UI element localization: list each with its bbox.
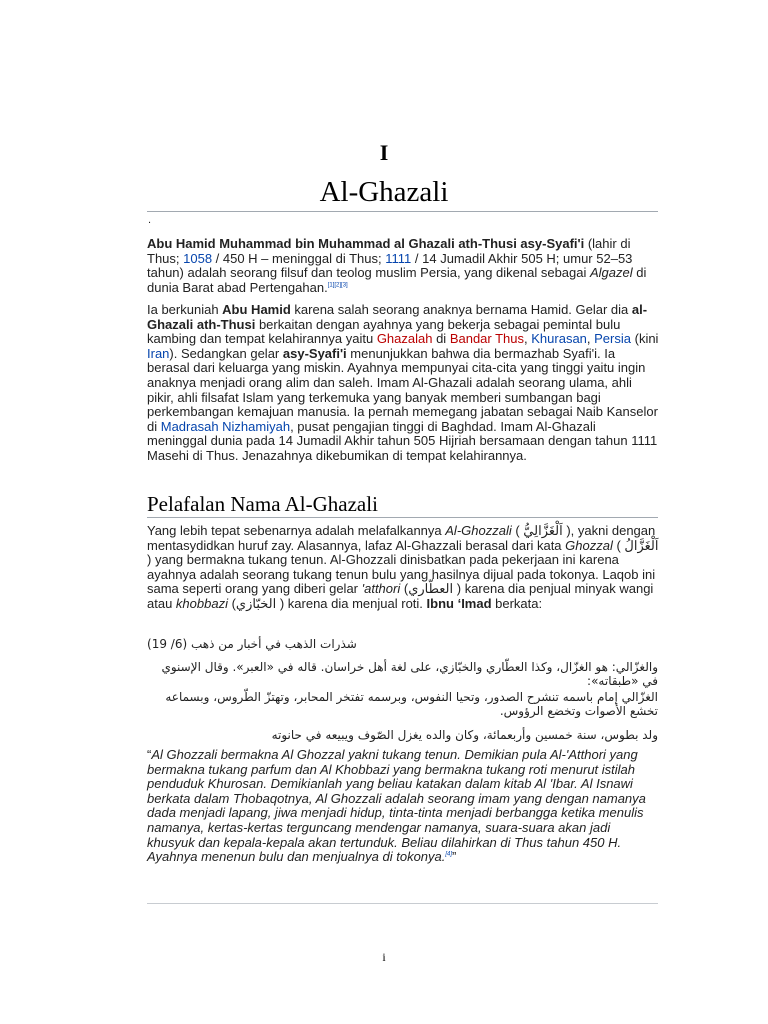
title-divider [147,211,658,212]
link-iran[interactable]: Iran [147,345,170,361]
link-madrasah-nizhamiyah[interactable]: Madrasah Nizhamiyah [160,418,291,434]
para2-text-5: , [524,331,532,347]
para2-text-7: (kini [631,331,659,347]
quote-citation-ref[interactable]: [4] [445,851,453,858]
caption-dot: . [148,214,152,226]
para2-text-9: menunjukkan bahwa dia bermazhab Syafi'i. Ia berasal dari keluarga yang miskin. Ayahnya mempunyai cita-cita yang tinggi yaitu ingin anaknya menjadi orang alim dan saleh. Imam Al-Ghazali adalah seorang ulama, ahli pikir, ahli filsafat Islam yang terkemuka yang banyak memberi sumbangan bagi perkembangan kemajuan manusia. Ia pernah memegang jabatan sebagai Naib Kanselor di [147,345,658,434]
arabic-quote-3: ولد بطوس، سنة خمسين وأربعمائة، وكان والده يغزل الصّوف ويبيعه في حانوته [271,728,658,742]
para3-text-7: ) karena dia penjual minyak wangi atau [147,581,654,611]
ghazali-thusi-term: al-Ghazali ath-Thusi [147,302,648,332]
khobbazi-term: khobbazi [175,595,228,611]
pronunciation-paragraph [147,524,659,612]
link-bandar-thus[interactable]: Bandar Thus [449,331,525,347]
intro-citation-refs[interactable]: [1][2][3] [327,282,348,289]
algazel-term: Algazel [590,265,633,281]
link-1111[interactable]: 1111 [385,250,412,266]
para2-text-2: karena salah seorang anaknya bernama Hamid. Gelar dia [290,302,632,317]
para2-text-8: ). Sedangkan gelar [169,345,283,361]
asy-syafii-term: asy-Syafi'i [282,345,347,361]
intro-text-1: (lahir di Thus; [147,236,631,266]
arabic-source-title [147,637,658,651]
para2-text-10: , pusat pengajian tinggi di Baghdad. Imam Al-Ghazali meninggal dunia pada 14 Jumadil Akhir tahun 505 Hijriah bersamaan dengan tahun 1111 Masehi di Thus. Jenazahnya dikebumikan di tempat kelahirannya. [147,418,658,463]
para3-text-10: berkata: [491,595,543,611]
intro-paragraph [147,237,659,295]
para3-text-4: ( [612,537,625,553]
para3-text-9: ) karena dia menjual roti. [276,595,427,611]
section-divider [147,517,658,518]
arabic-term-ghazzal: اَلْغَزَّالُ [624,537,659,553]
link-khurasan[interactable]: Khurasan [531,331,587,347]
ibnu-imad-term: Ibnu ‘Imad [426,595,492,611]
intro-text-4: di dunia Barat abad Pertengahan. [147,265,647,295]
arabic-term-ghazzali: اَلْغَزَّالِيُّ [523,523,563,538]
quote-close-mark: ” [452,849,457,865]
arabic-term-atthori: العطّاري [408,581,454,597]
intro-text-2: / 450 H – meninggal di Thus; [212,250,386,266]
link-1058[interactable]: 1058 [183,250,213,266]
para3-text-5: ) yang bermakna tukang tenun. Al-Ghozzali dinisbatkan pada pekerjaan ini karena ayahnya adalah seorang tukang tenun bulu yang hasilnya dijual pada tokonya. Laqob ini sama seperti orang yang diberi gelar [147,552,656,597]
abu-hamid-term: Abu Hamid [222,302,291,317]
para3-text-2: ( [511,523,524,538]
arabic-quote-1: والغزّالي: هو الغزّال، وكذا العطّاري والخبّازي، على لغة أهل خراسان. قاله في «العبر». وقال الإسنوي في «طبقاته»: [161,660,658,688]
link-persia[interactable]: Persia [594,331,631,347]
para3-text-8: ( [227,595,236,611]
full-name: Abu Hamid Muhammad bin Muhammad al Ghazali ath-Thusi asy-Syafi'i [147,236,585,251]
al-ghozzali-term: Al-Ghozzali [445,523,512,538]
arabic-quote-2: الغزّالي إمام باسمه تنشرح الصدور، وتحيا النفوس، وبرسمه تفتخر المحابر، وتهتزّ الطّروس، وبسماعه تخشع الأصوات وتخضع الرؤوس. [165,690,658,718]
para2-text-3: berkaitan dengan ayahnya yang bekerja sebagai pemintal bulu kambing dan tempat kelahirannya yaitu [147,316,621,347]
footer-divider [147,903,658,904]
para2-text-1: Ia berkuniah [147,302,223,317]
para2-text-4: di [432,331,450,347]
section-heading: Pelafalan Nama Al-Ghazali [147,492,378,516]
atthori-term: 'atthori [361,581,401,597]
arabic-line-1: شذرات الذهب في أخبار من ذهب (6/ 19) [147,637,357,651]
ghozzal-term: Ghozzal [565,537,613,553]
link-ghazalah[interactable]: Ghazalah [376,331,433,347]
para3-text-3: ), yakni dengan mentasydidkan huruf zay. Alasannya, lafaz Al-Ghazzali berasal dari kata [147,523,656,553]
arabic-term-khobbazi: الخبّازي [235,595,277,611]
page-title: Al-Ghazali [319,176,449,208]
translation-quote [147,748,659,865]
quote-text: Al Ghozzali bermakna Al Ghozzal yakni tukang tenun. Demikian pula Al-'Atthori yang bermakna tukang parfum dan Al Khobbazi yang bermakna tukang roti menurut istilah penduduk Khurosan. Demikianlah yang beliau katakan dalam kitab Al 'Ibar. Al Isnawi berkata dalam Thobaqotnya, Al Ghozzali adalah seorang imam yang dengan namanya dada menjadi lapang, jiwa menjadi hidup, tinta-tinta menjadi berbangga ketika menulis namanya, kertas-kertas terguncang mendengar namanya, suara-suara akan jadi khusyuk dan kepala-kepala akan tertunduk. Beliau dilahirkan di Thus tahun 450 H. Ayahnya menenun bulu dan menjualnya di tokonya. [147,747,646,865]
quote-open-mark: “ [147,747,152,762]
biography-paragraph [147,303,659,464]
para2-text-6: , [586,331,595,347]
para3-text-1: Yang lebih tepat sebenarnya adalah melafalkannya [147,523,446,538]
chapter-number: I [379,140,389,165]
page-number: i [382,950,386,964]
para3-text-6: ( [400,581,409,597]
intro-text-3: / 14 Jumadil Akhir 505 H; umur 52–53 tahun) adalah seorang filsuf dan teolog muslim Persia, yang dikenal sebagai [147,250,633,281]
